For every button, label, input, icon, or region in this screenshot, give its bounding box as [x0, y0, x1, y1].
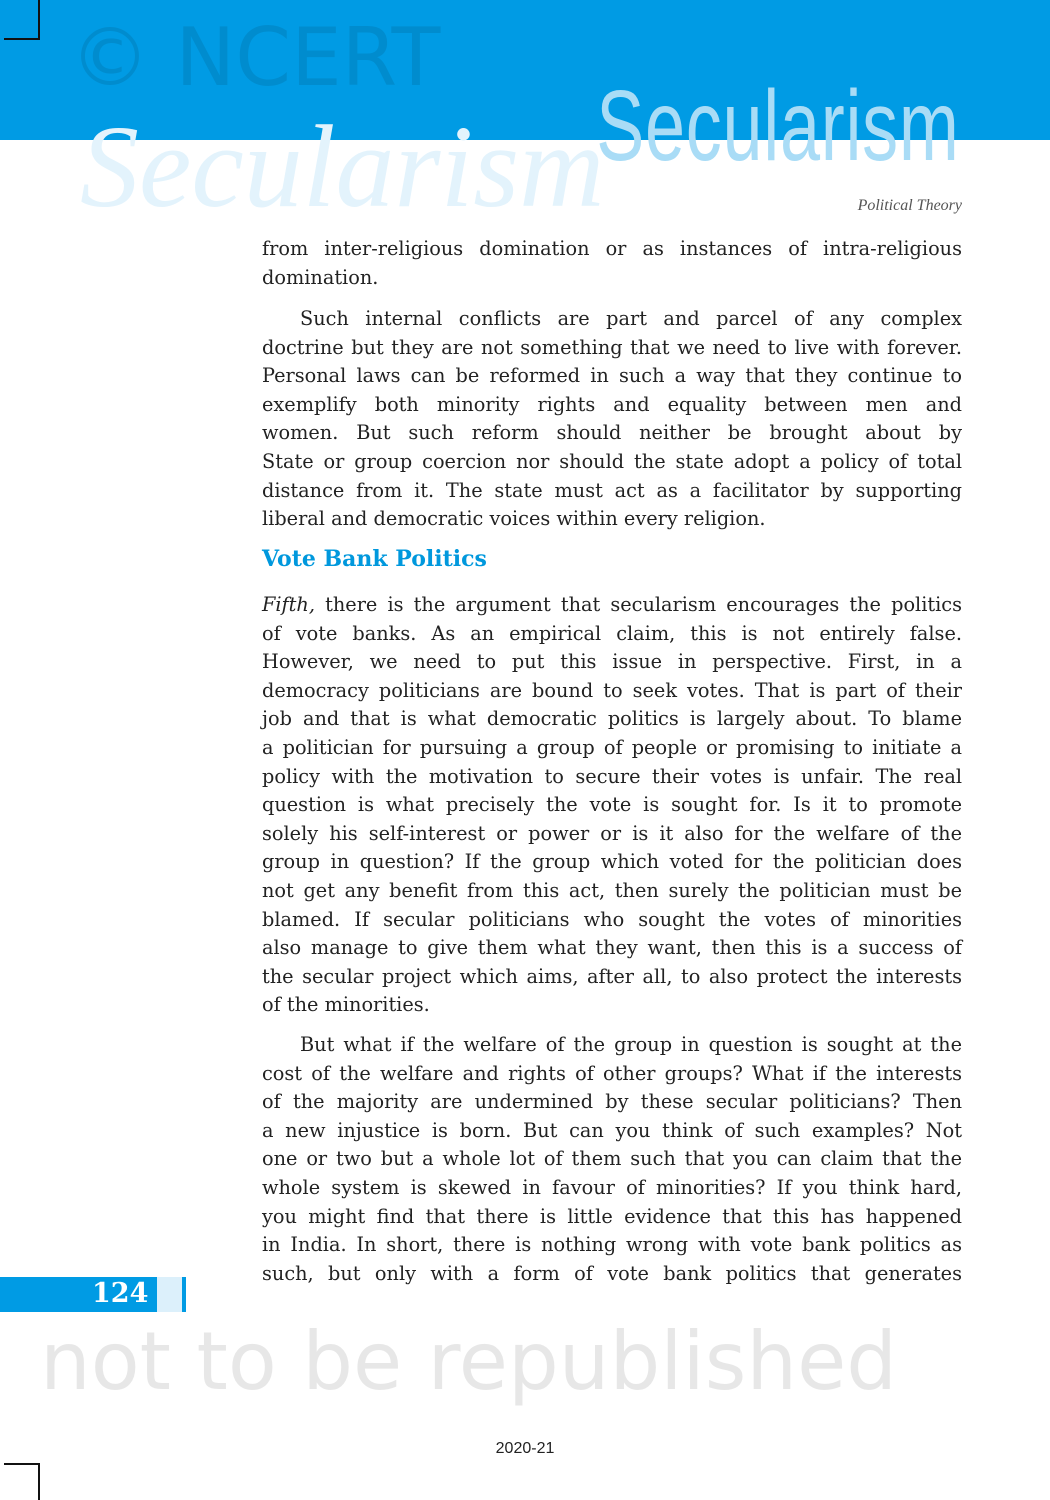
text-line: Such internal conflicts are part and parcel of any complex	[300, 307, 962, 330]
text-line: distance from it. The state must act as a facilitator by supporting	[262, 478, 962, 502]
text-line: policy with the motivation to secure their votes is unfair. The real	[262, 764, 962, 788]
text-line: a new injustice is born. But can you think of such examples? Not	[262, 1118, 962, 1142]
text-line	[262, 591, 962, 620]
lead-word: Fifth,	[262, 593, 315, 616]
page-number-accent	[157, 1277, 182, 1312]
paragraph-1	[262, 235, 962, 292]
text-line: in India. In short, there is nothing wrong with vote bank politics as	[262, 1233, 962, 1257]
text-line: such, but only with a form of vote bank politics that generates	[262, 1261, 962, 1285]
edition-year: 2020-21	[495, 1440, 555, 1457]
text-line: of the majority are undermined by these secular politicians? Then	[262, 1090, 962, 1114]
text-line: cost of the welfare and rights of other groups? What if the interests	[262, 1061, 962, 1085]
text-line: Personal laws can be reformed in such a way that they continue to	[262, 364, 962, 388]
text-line: you might find that there is little evidence that this has happened	[262, 1204, 962, 1228]
line-text: there is the argument that secularism encourages the politics	[314, 593, 962, 616]
paragraph-4	[262, 1031, 962, 1288]
text-line: However, we need to put this issue in perspective. First, in a	[262, 650, 962, 674]
ghost-title: Secularism	[80, 101, 605, 232]
page-number-stripe	[182, 1277, 186, 1312]
paragraph-3	[262, 591, 962, 1020]
crop-mark-top	[4, 0, 40, 40]
text-line: exemplify both minority rights and equality between men and	[262, 392, 962, 416]
paragraph-2	[262, 305, 962, 534]
text-line: women. But such reform should neither be brought about by	[262, 421, 962, 445]
crop-mark-bottom	[4, 1463, 40, 1500]
text-line: group in question? If the group which voted for the politician does	[262, 850, 962, 874]
text-line: from inter-religious domination or as instances of intra-religious	[262, 237, 962, 260]
text-line: democracy politicians are bound to seek votes. That is part of their	[262, 678, 962, 702]
text-line: solely his self-interest or power or is it also for the welfare of the	[262, 821, 962, 845]
text-line: of the minorities.	[262, 993, 430, 1017]
text-line: one or two but a whole lot of them such that you can claim that the	[262, 1147, 962, 1171]
text-line: of vote banks. As an empirical claim, this is not entirely false.	[262, 621, 962, 645]
text-line: the secular project which aims, after all, to also protect the interests	[262, 964, 962, 988]
watermark-ncert: © NCERT	[70, 11, 441, 104]
section-heading: Vote Bank Politics	[262, 546, 487, 572]
text-line: also manage to give them what they want, then this is a success of	[262, 936, 962, 960]
text-line: not get any benefit from this act, then surely the politician must be	[262, 878, 962, 902]
book-subtitle: Political Theory	[857, 197, 962, 214]
text-line: domination.	[262, 265, 379, 289]
text-line: whole system is skewed in favour of minorities? If you think hard,	[262, 1175, 962, 1199]
text-line: a politician for pursuing a group of people or promising to initiate a	[262, 735, 962, 759]
text-line: job and that is what democratic politics is largely about. To blame	[262, 707, 962, 731]
text-line: doctrine but they are not something that we need to live with forever.	[262, 335, 962, 359]
watermark-republished: not to be republished	[40, 1315, 898, 1408]
text-line: question is what precisely the vote is sought for. Is it to promote	[262, 793, 962, 817]
text-line: State or group coercion nor should the state adopt a policy of total	[262, 449, 962, 473]
text-line: But what if the welfare of the group in question is sought at the	[300, 1033, 962, 1056]
text-line: blamed. If secular politicians who sought the votes of minorities	[262, 907, 962, 931]
page-number: 124	[92, 1278, 149, 1309]
text-line: liberal and democratic voices within every religion.	[262, 507, 766, 531]
chapter-title: Secularism	[596, 70, 960, 182]
